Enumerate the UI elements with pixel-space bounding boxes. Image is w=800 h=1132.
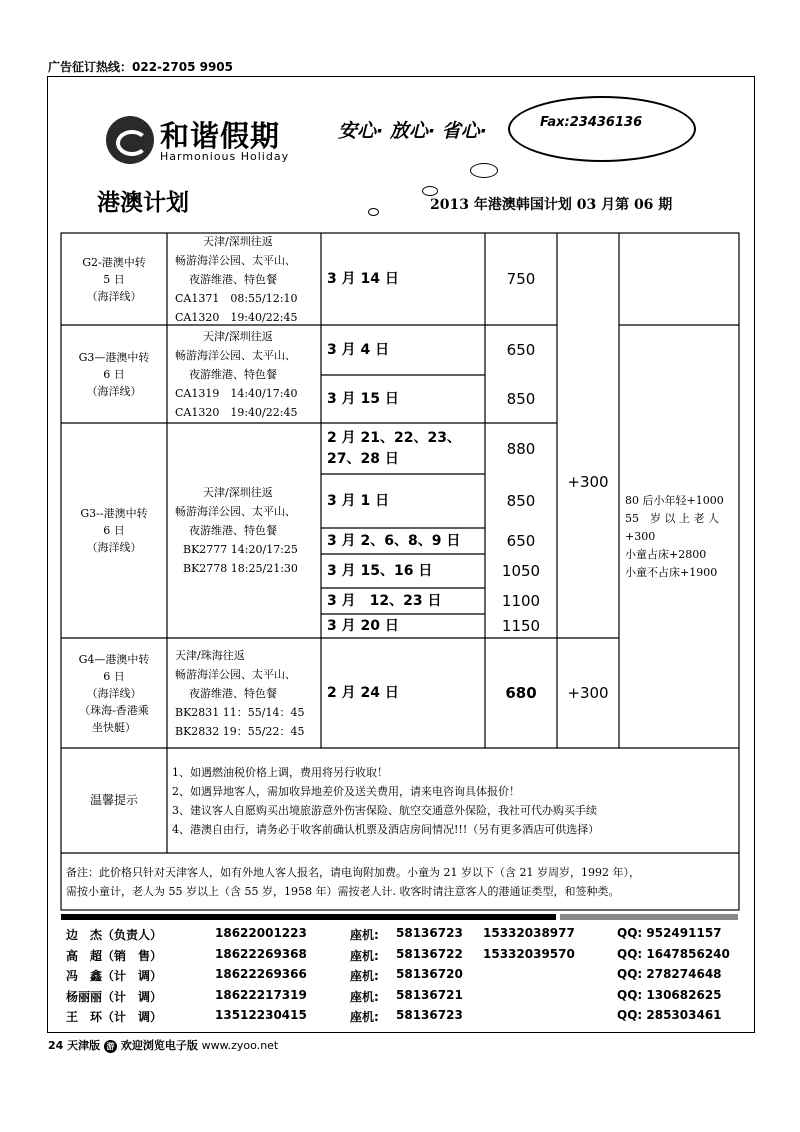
route-line: （海洋线）	[86, 686, 142, 700]
ad-hotline: 广告征订热线：022-2705 9905	[48, 60, 234, 74]
contact-tel-label: 座机:	[350, 969, 379, 983]
desc-line: 夜游维港、特色餐	[189, 524, 277, 537]
remark-line: 需按小童计，老人为 55 岁以上（含 55 岁，1958 年）需按老人计. 收客时请注意客人的港通证类型，和签种类。	[66, 884, 620, 898]
brand-slogan: 安心· 放心· 省心·	[338, 120, 487, 142]
desc-line: CA1371 08:55/12:10	[175, 291, 298, 305]
departure-price: 750	[506, 270, 536, 288]
desc-line: 畅游海洋公园、太平山、	[175, 505, 296, 518]
route-line: G3—港澳中转	[78, 350, 150, 364]
contact-qq: QQ: 952491157	[617, 926, 722, 940]
remark-line: 备注：此价格只针对天津客人，如有外地人客人报名，请电询附加费。小童为 21 岁以下（含 21 岁周岁，1992 年），	[66, 865, 640, 879]
departure-price: 850	[506, 390, 536, 408]
contact-tel-label: 座机:	[350, 990, 379, 1004]
route-desc-g3a	[167, 325, 321, 423]
contact-name: 王 环（计 调）	[66, 1010, 163, 1024]
desc-line: CA1320 19:40/22:45	[175, 310, 298, 324]
route-line: （海洋线）	[86, 541, 142, 554]
note-line: 80 后小年轻+1000	[625, 493, 724, 507]
departure-date: 3 月 15、16 日	[327, 562, 433, 579]
route-name-g3a	[61, 325, 167, 423]
route-line: G4—港澳中转	[78, 652, 150, 666]
contact-mobile: 18622217319	[215, 988, 307, 1002]
issue-title: 2013 年港澳韩国计划 03 月第 06 期	[430, 197, 673, 213]
note-line: 小童占床+2800	[625, 547, 707, 561]
tip-item: 2、如遇异地客人，需加收异地差价及送关费用，请来电咨询具体报价！	[172, 784, 520, 798]
contact-name: 高 超（销 售）	[66, 949, 163, 963]
desc-line: 夜游维港、特色餐	[189, 367, 277, 381]
page-title: 港澳计划	[97, 190, 189, 216]
page-footer	[48, 1037, 278, 1053]
route-line: 坐快艇）	[92, 720, 136, 734]
desc-line: 天津/深圳往返	[203, 486, 273, 499]
route-line: 6 日	[103, 367, 125, 381]
contact-mobile2: 15332038977	[483, 926, 575, 940]
tip-item: 4、港澳自由行，请务必于收客前确认机票及酒店房间情况!!!（另有更多酒店可供选择）	[172, 822, 600, 836]
desc-line: CA1320 19:40/22:45	[175, 405, 298, 419]
route-name-g4	[61, 638, 167, 748]
contact-tel: 58136721	[396, 988, 463, 1002]
contact-qq: QQ: 130682625	[617, 988, 722, 1002]
contact-mobile: 18622269368	[215, 947, 307, 961]
desc-line: 夜游维港、特色餐	[189, 686, 277, 700]
contact-tel-label: 座机:	[350, 928, 379, 942]
departure-price: 650	[506, 532, 536, 550]
footer-text: 欢迎浏览电子版	[120, 1039, 198, 1052]
contact-name: 冯 鑫（计 调）	[66, 969, 163, 983]
single-supplement: +300	[567, 472, 609, 491]
contact-tel: 58136722	[396, 947, 463, 961]
footer-url-link[interactable]: www.zyoo.net	[201, 1039, 279, 1052]
desc-line: 天津/深圳往返	[203, 234, 273, 248]
route-line: （珠海-香港乘	[79, 703, 149, 717]
desc-line: 畅游海洋公园、太平山、	[175, 667, 296, 681]
contact-qq: QQ: 1647856240	[617, 947, 730, 961]
remark	[66, 853, 738, 910]
contact-name: 边 杰（负责人）	[66, 928, 163, 942]
desc-line: BK2777 14:20/17:25	[183, 543, 298, 556]
route-line: （海洋线）	[86, 289, 142, 303]
contact-mobile: 18622269366	[215, 967, 307, 981]
contact-qq: QQ: 285303461	[617, 1008, 722, 1022]
route-line: 5 日	[103, 272, 125, 286]
contact-mobile: 13512230415	[215, 1008, 307, 1022]
tips-list	[172, 748, 737, 853]
desc-line: BK2778 18:25/21:30	[183, 562, 298, 575]
route-desc-g2	[167, 233, 321, 325]
fax-number: Fax:23436136	[540, 115, 643, 130]
departure-price: 850	[506, 492, 536, 510]
departure-date: 2 月 21、22、23、 27、28 日	[327, 429, 461, 467]
contact-tel-label: 座机:	[350, 949, 379, 963]
departure-price: 650	[506, 341, 536, 359]
contact-tel: 58136720	[396, 967, 463, 981]
contact-tel: 58136723	[396, 926, 463, 940]
departure-date: 3 月 2、6、8、9 日	[327, 532, 461, 549]
contact-mobile2: 15332039570	[483, 947, 575, 961]
brand-badge-icon: 游	[104, 1040, 117, 1053]
departure-price: 880	[506, 439, 536, 458]
departure-date: 3 月 4 日	[327, 341, 390, 358]
route-name-g2	[61, 233, 167, 325]
price-notes	[619, 325, 739, 748]
desc-line: BK2831 11：55/14：45	[175, 705, 305, 719]
departure-price: 680	[505, 684, 537, 702]
departure-date: 3 月 15 日	[327, 390, 399, 407]
tips-label: 温馨提示	[89, 793, 138, 807]
desc-line: 天津/珠海往返	[175, 648, 245, 662]
page-number: 24 天津版	[48, 1039, 101, 1052]
contact-qq: QQ: 278274648	[617, 967, 722, 981]
route-name-g3b	[61, 423, 167, 638]
tip-item: 1、如遇燃油税价格上调，费用将另行收取！	[172, 765, 388, 779]
route-line: 6 日	[103, 669, 125, 683]
desc-line: 畅游海洋公园、太平山、	[175, 253, 296, 267]
contact-name: 杨丽丽（计 调）	[66, 990, 163, 1004]
departure-price: 1100	[501, 592, 541, 610]
departure-date: 3 月 14 日	[327, 270, 399, 287]
desc-line: 夜游维港、特色餐	[189, 272, 277, 286]
note-line: 55 岁 以 上 老 人	[625, 511, 719, 525]
departure-date: 3 月 1 日	[327, 492, 390, 509]
note-line: 小童不占床+1900	[625, 565, 718, 579]
departure-date: 3 月 20 日	[327, 617, 399, 634]
route-line: G2-港澳中转	[82, 255, 146, 269]
route-line: 6 日	[103, 524, 125, 537]
desc-line: 天津/深圳往返	[203, 329, 273, 343]
desc-line: CA1319 14:40/17:40	[175, 386, 298, 400]
contact-mobile: 18622001223	[215, 926, 307, 940]
desc-line: 畅游海洋公园、太平山、	[175, 348, 296, 362]
departure-price: 1150	[501, 617, 541, 635]
route-line: （海洋线）	[86, 384, 142, 398]
brand-name-cn: 和谐假期	[160, 119, 281, 153]
departure-price: 1050	[501, 562, 541, 580]
contact-tel: 58136723	[396, 1008, 463, 1022]
single-supplement: +300	[567, 684, 609, 702]
desc-line: BK2832 19：55/22：45	[175, 724, 305, 738]
route-desc-g4	[167, 638, 321, 748]
contact-tel-label: 座机:	[350, 1010, 379, 1024]
brand-name-en: Harmonious Holiday	[160, 150, 290, 163]
note-line: +300	[625, 529, 656, 543]
departure-date: 2 月 24 日	[327, 684, 399, 701]
route-desc-g3b	[167, 423, 321, 638]
route-line: G3--港澳中转	[80, 507, 148, 520]
departure-date: 3 月 12、23 日	[327, 592, 442, 609]
tip-item: 3、建议客人自愿购买出境旅游意外伤害保险、航空交通意外保险，我社可代办购买手续	[172, 803, 597, 817]
